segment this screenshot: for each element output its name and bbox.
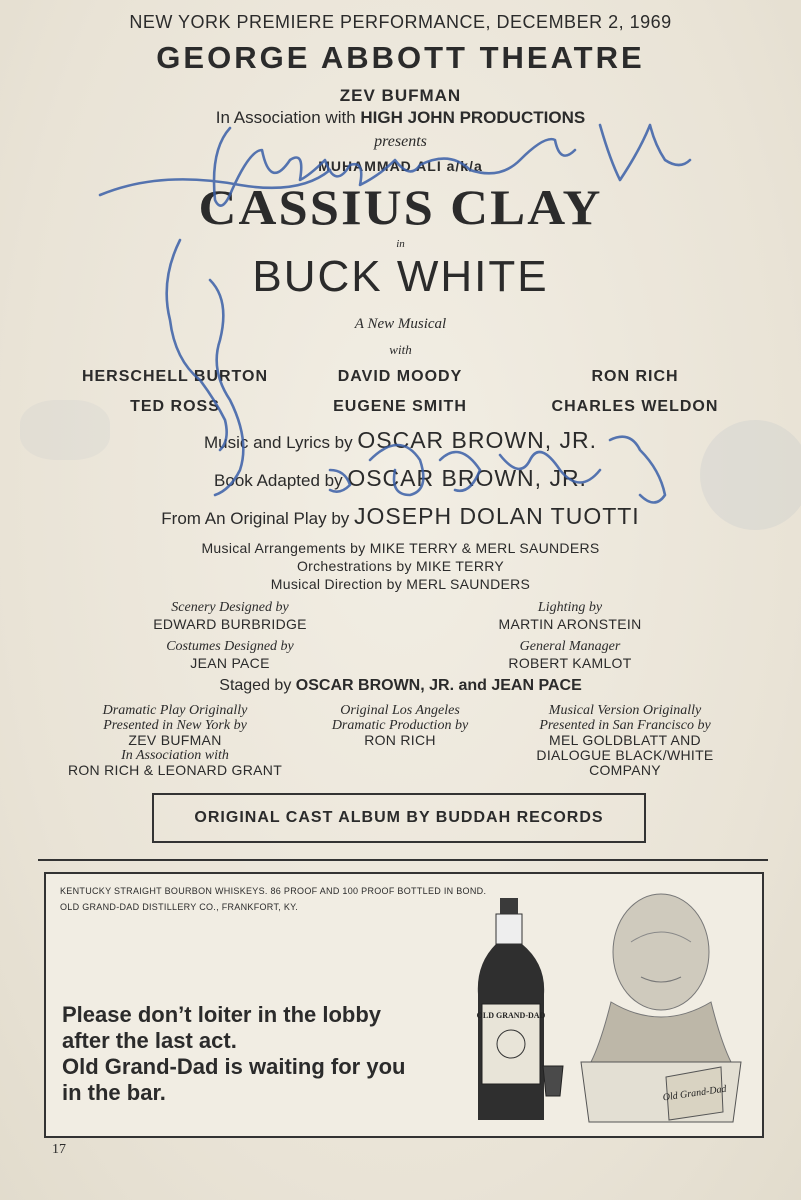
ad-headline: Please don’t loiter in the lobby	[62, 1002, 382, 1027]
album-credit: ORIGINAL CAST ALBUM BY BUDDAH RECORDS	[194, 809, 604, 826]
star-name: CASSIUS CLAY	[198, 179, 603, 235]
lighting-role: Lighting by	[537, 600, 603, 615]
aka-line: MUHAMMAD ALI a/k/a	[318, 158, 483, 174]
ad-fine-print: KENTUCKY STRAIGHT BOURBON WHISKEYS. 86 PROOF AND 100 PROOF BOTTLED IN BOND.	[60, 886, 487, 896]
staged-names: OSCAR BROWN, JR. and JEAN PACE	[295, 677, 582, 694]
lighting-name: MARTIN ARONSTEIN	[498, 616, 642, 632]
costumes-name: JEAN PACE	[190, 655, 270, 671]
scenery-name: EDWARD BURBRIDGE	[153, 616, 307, 632]
costumes-role: Costumes Designed by	[166, 639, 294, 654]
book-label: Book Adapted by	[214, 471, 343, 490]
musical-name: MEL GOLDBLATT AND	[549, 732, 701, 748]
ad-headline: Old Grand-Dad is waiting for you	[62, 1054, 406, 1079]
orchestrations-credit: Orchestrations by MIKE TERRY	[296, 558, 505, 574]
musical-name: COMPANY	[589, 762, 661, 778]
cast-member: DAVID MOODY	[337, 368, 463, 385]
music-label: Music and Lyrics by	[203, 433, 353, 452]
gm-name: ROBERT KAMLOT	[508, 655, 632, 671]
music-name: OSCAR BROWN, JR.	[357, 427, 597, 453]
bottle-label: OLD GRAND-DAD	[476, 1011, 546, 1020]
page-number: 17	[52, 1142, 66, 1157]
bust-plaque-label: Old Grand-Dad	[662, 1083, 728, 1104]
dramatic-role: Dramatic Play Originally	[102, 703, 248, 718]
play-label: From An Original Play by	[161, 509, 350, 528]
with-text: with	[389, 342, 412, 357]
show-subtitle: A New Musical	[354, 316, 447, 332]
cast-member: EUGENE SMITH	[333, 398, 467, 415]
ad-headline: in the bar.	[62, 1080, 166, 1105]
cast-member: HERSCHELL BURTON	[81, 368, 269, 385]
la-role: Dramatic Production by	[331, 718, 469, 733]
dramatic-role: Presented in New York by	[103, 718, 247, 733]
dramatic-name: RON RICH & LEONARD GRANT	[67, 762, 283, 778]
in-text: in	[396, 238, 405, 250]
staged-label: Staged by	[219, 677, 292, 694]
dramatic-name: ZEV BUFMAN	[128, 732, 222, 748]
ad-fine-print: OLD GRAND-DAD DISTILLERY CO., FRANKFORT, KY.	[60, 902, 299, 912]
musical-name: DIALOGUE BLACK/WHITE	[536, 747, 714, 763]
direction-credit: Musical Direction by MERL SAUNDERS	[270, 576, 531, 592]
show-title: BUCK WHITE	[252, 252, 549, 301]
arrangements-credit: Musical Arrangements by MIKE TERRY & MERL SAUNDERS	[201, 540, 600, 556]
theatre-name: GEORGE ABBOTT THEATRE	[156, 40, 645, 75]
musical-role: Presented in San Francisco by	[539, 718, 711, 733]
la-role: Original Los Angeles	[340, 703, 460, 718]
play-name: JOSEPH DOLAN TUOTTI	[354, 503, 640, 529]
gm-role: General Manager	[519, 639, 621, 654]
cast-member: RON RICH	[591, 368, 679, 385]
presents-text: presents	[374, 133, 427, 150]
book-name: OSCAR BROWN, JR.	[347, 465, 587, 491]
cast-member: CHARLES WELDON	[551, 398, 719, 415]
association-prefix: In Association with	[215, 108, 356, 127]
scenery-role: Scenery Designed by	[171, 600, 289, 615]
ad-headline: after the last act.	[62, 1028, 237, 1053]
musical-role: Musical Version Originally	[548, 703, 702, 718]
premiere-line: NEW YORK PREMIERE PERFORMANCE, DECEMBER 2, 1969	[129, 12, 672, 32]
association-company: HIGH JOHN PRODUCTIONS	[360, 108, 586, 127]
dramatic-role: In Association with	[121, 748, 229, 763]
producer-name: ZEV BUFMAN	[339, 86, 462, 105]
cast-member: TED ROSS	[130, 398, 220, 415]
la-name: RON RICH	[364, 732, 436, 748]
